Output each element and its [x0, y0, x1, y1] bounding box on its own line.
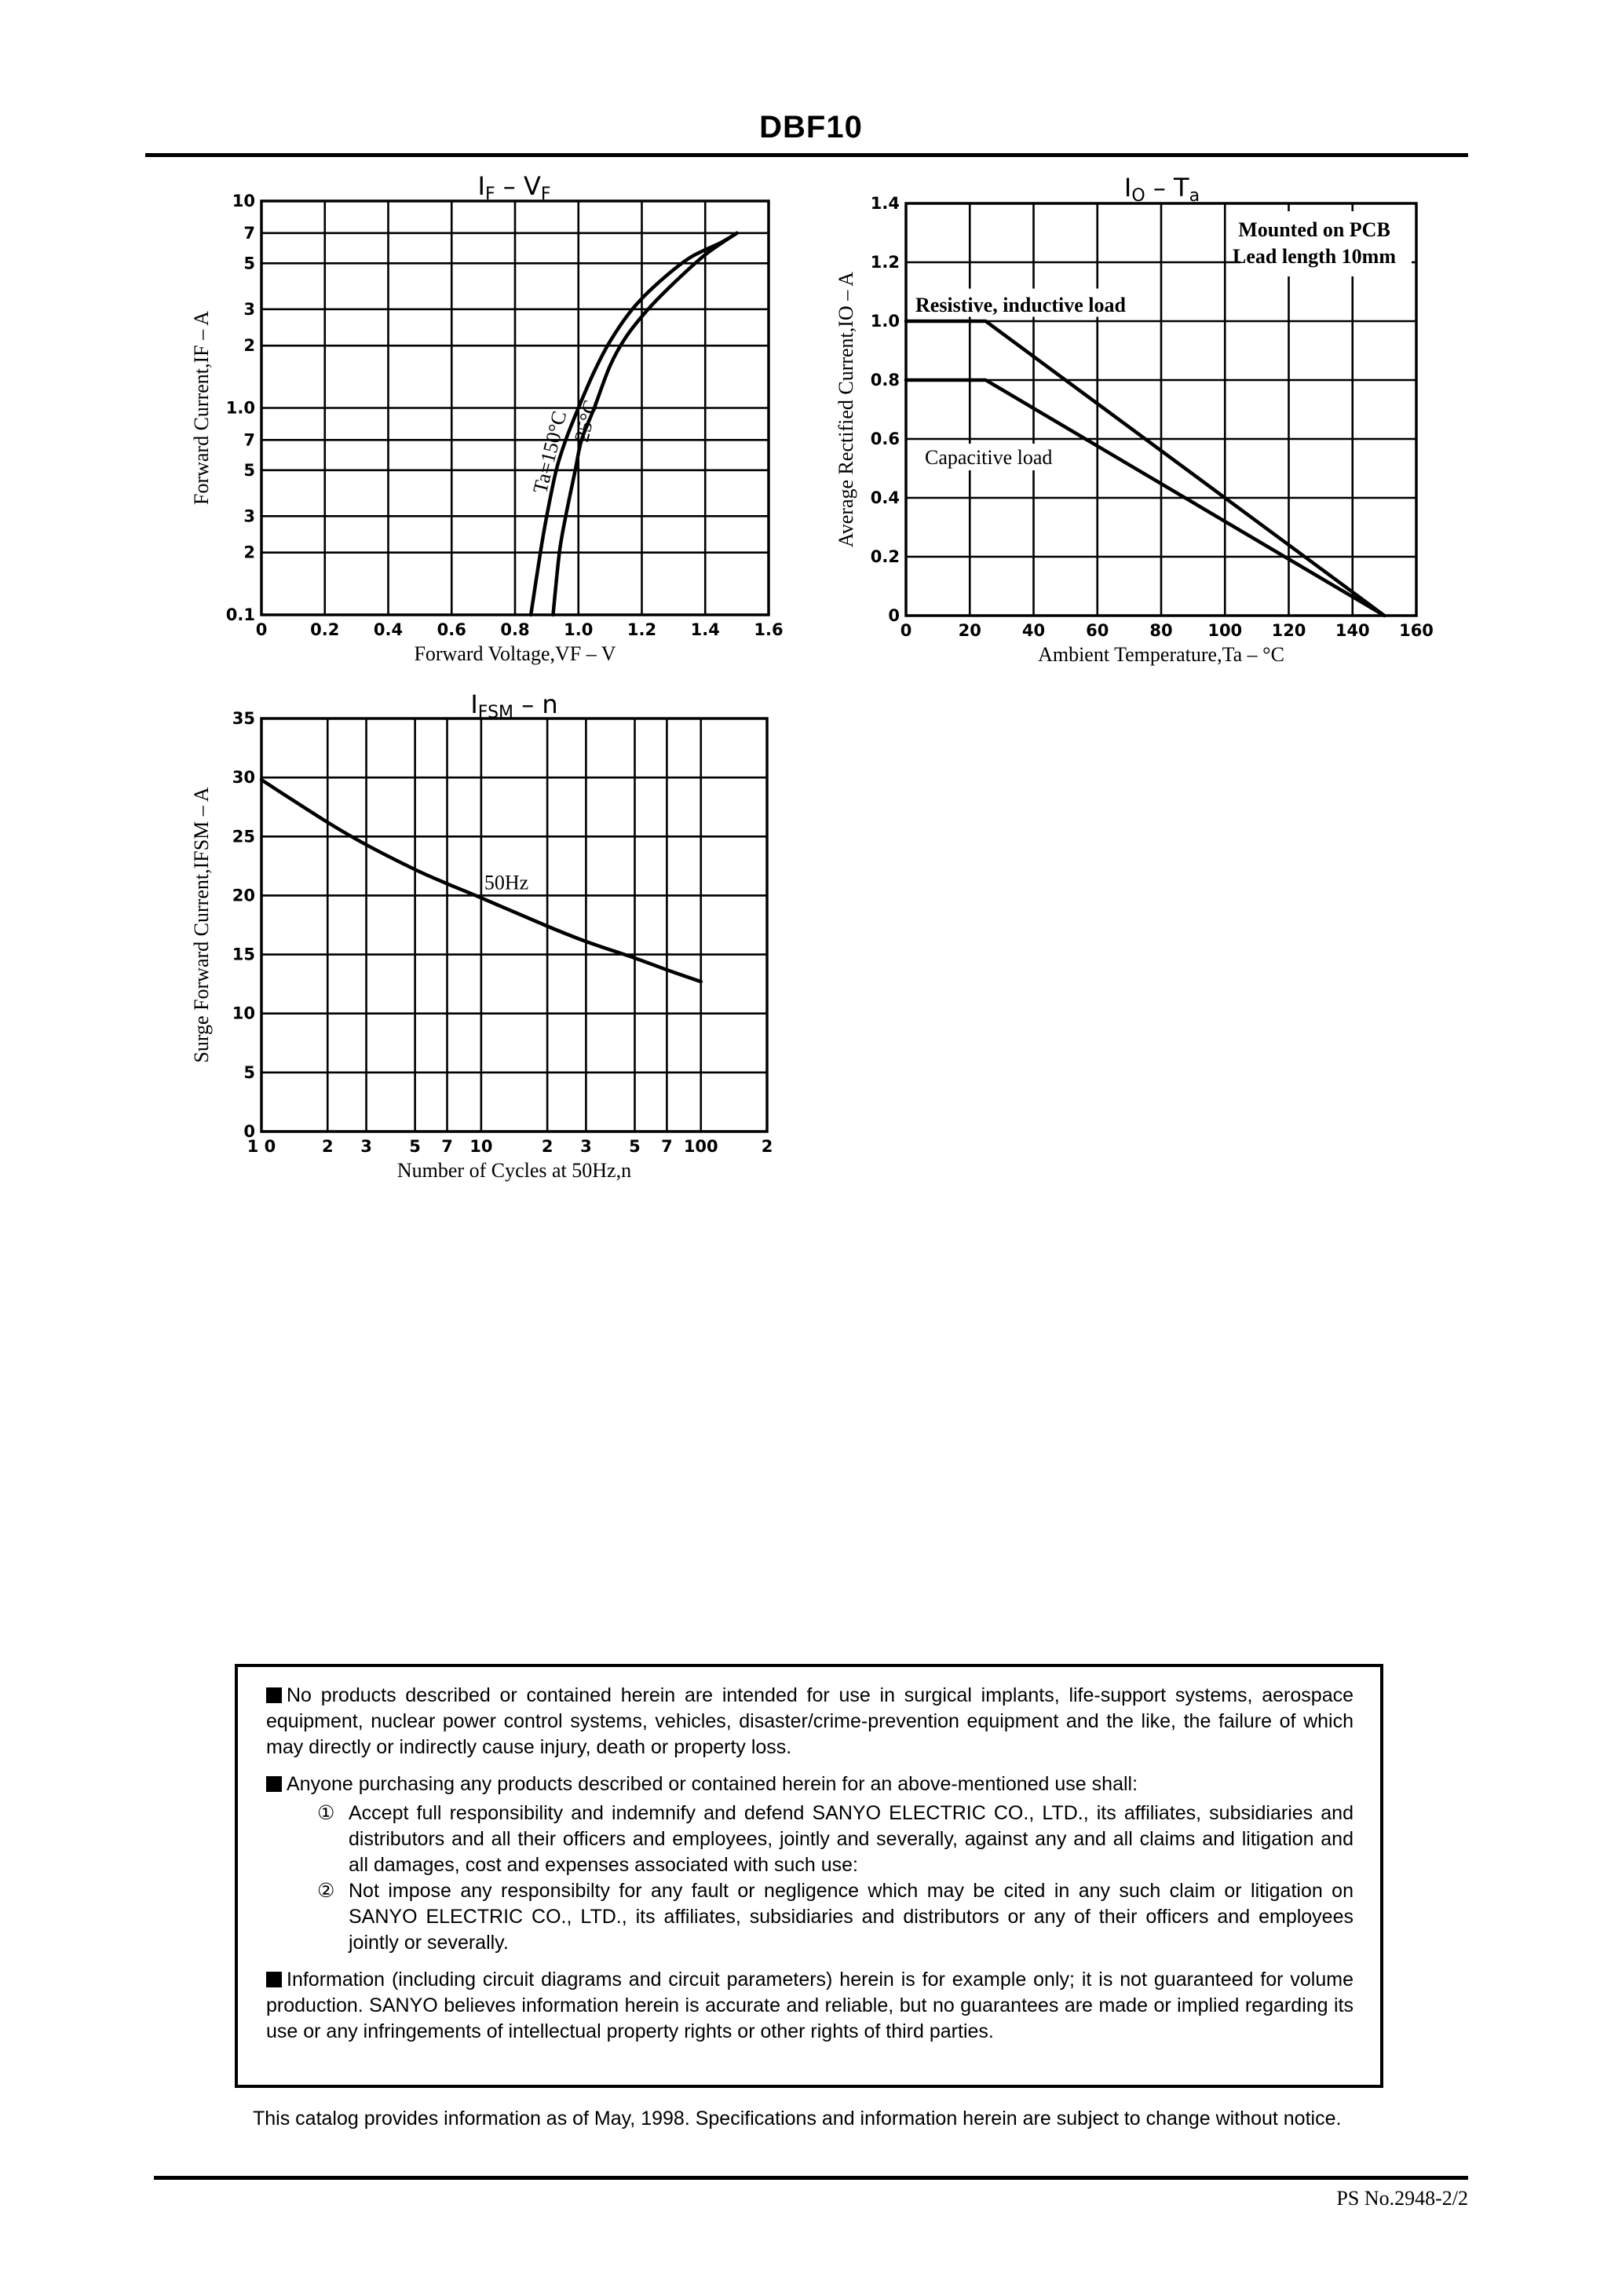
x-tick-label: 2 [541, 1137, 553, 1156]
chart-title-part: F [484, 185, 495, 204]
chart-if-vf [190, 171, 784, 665]
disclaimer-paragraph-3 [266, 1967, 1353, 2045]
x-tick-label: 100 [1207, 621, 1243, 640]
annotation-mounted: Mounted on PCB [1238, 218, 1390, 241]
y-tick-label: 0 [888, 606, 900, 625]
disclaimer-text-3: Information (including circuit diagrams and circuit parameters) herein is for example only; it is not guaranteed for volume production. SANYO believes information herein is accurate and reliable, but no guarantees are made or implied regarding its use or any infringements of intellectual property rights or other rights of third parties. [266, 1969, 1353, 2042]
x-tick-label: 7 [661, 1137, 673, 1156]
y-tick-label: 1.4 [870, 194, 900, 213]
square-bullet-icon [266, 1972, 282, 1987]
x-tick-label: 1.2 [627, 620, 657, 639]
y-tick-label: 0.1 [225, 605, 255, 624]
y-tick-label: 15 [232, 945, 255, 964]
y-tick-label: 20 [232, 886, 255, 905]
chart-title [470, 689, 557, 722]
chart-ifsm-n [190, 689, 773, 1182]
y-tick-label: 25 [232, 827, 255, 846]
disclaimer-item-2 [266, 1878, 1353, 1956]
y-tick-label: 7 [243, 430, 255, 450]
x-tick-label: 0 [255, 620, 268, 639]
footer-rule [154, 2176, 1468, 2180]
x-tick-label: 1.0 [564, 620, 594, 639]
x-tick-label: 60 [1086, 621, 1109, 640]
series-label-50hz: 50Hz [484, 871, 529, 894]
y-tick-label: 0.4 [870, 488, 900, 507]
document-title: DBF10 [759, 110, 863, 144]
y-tick-label: 35 [232, 709, 255, 728]
y-tick-label: 2 [243, 336, 255, 356]
x-tick-label: 160 [1399, 621, 1434, 640]
circled-number-2: ② [317, 1880, 335, 1902]
annotation-lead-length: Lead length 10mm [1233, 245, 1396, 268]
chart-title [478, 171, 551, 204]
chart-title-part: n [542, 689, 558, 719]
x-tick-label: 5 [629, 1137, 641, 1156]
x-tick-label: 20 [958, 621, 981, 640]
x-tick-label: 1 0 [247, 1137, 276, 1156]
disclaimer-text-1: No products described or contained herein are intended for use in surgical implants, life-support systems, aerospace equipment, nuclear power control systems, vehicles, disaster/crime-prevention equipment and the like, the failure of which may directly or indirectly cause injury, death or property loss. [266, 1684, 1353, 1758]
circled-number-1: ① [317, 1802, 335, 1824]
disclaimer-paragraph-2 [266, 1771, 1353, 1797]
y-tick-label: 10 [232, 192, 255, 210]
series-label-25c: 25°C [570, 397, 603, 444]
x-tick-label: 5 [409, 1137, 421, 1156]
y-tick-label: 1.0 [225, 398, 255, 418]
disclaimer-item-1-text: Accept full responsibility and indemnify and defend SANYO ELECTRIC CO., LTD., its affiliates, subsidiaries and distributors and all their officers and employees, jointly and severally, against any and all claims and litigation and all damages, cost and expenses associated with such use: [349, 1802, 1353, 1876]
y-tick-label: 1.0 [870, 312, 900, 331]
x-tick-label: 2 [321, 1137, 334, 1156]
y-tick-label: 0.2 [870, 547, 900, 566]
y-tick-label: 5 [243, 254, 255, 273]
y-axis-label: Forward Current,IF – A [190, 311, 213, 505]
catalog-note: This catalog provides information as of May, 1998. Specifications and information herein are subject to change without notice. [253, 2108, 1342, 2130]
y-tick-label: 5 [243, 1062, 255, 1082]
disclaimer-item-2-text: Not impose any responsibilty for any fault or negligence which may be cited in any such claim or litigation on SANYO ELECTRIC CO., LTD., its affiliates, subsidiaries and distributors or any of their officers and employees jointly or severally. [349, 1880, 1353, 1954]
x-tick-label: 0.2 [310, 620, 340, 639]
y-axis-label: Average Rectified Current,IO – A [835, 271, 857, 548]
chart-title-part: I [1123, 173, 1132, 203]
y-tick-label: 2 [243, 543, 255, 562]
chart-title-part: O [1131, 186, 1145, 206]
disclaimer-box [235, 1664, 1383, 2088]
y-tick-label: 0.8 [870, 371, 900, 389]
x-tick-label: 1.6 [754, 620, 784, 639]
chart-title-part: T [1174, 173, 1189, 203]
chart-title-part: a [1189, 186, 1200, 206]
x-axis-label: Ambient Temperature,Ta – °C [1038, 643, 1284, 666]
y-tick-label: 3 [243, 506, 255, 526]
page-reference: PS No.2948-2/2 [1336, 2187, 1468, 2210]
x-tick-label: 40 [1021, 621, 1046, 640]
chart-title-part: F [540, 185, 551, 204]
square-bullet-icon [266, 1776, 282, 1792]
x-tick-label: 140 [1335, 621, 1370, 640]
disclaimer-paragraph-1 [266, 1683, 1353, 1760]
x-tick-label: 2 [761, 1137, 773, 1156]
x-tick-label: 0.6 [437, 620, 466, 639]
plot-frame [261, 718, 767, 1132]
square-bullet-icon [266, 1687, 282, 1703]
series-label-resistive: Resistive, inductive load [915, 294, 1126, 316]
chart-io-ta [835, 173, 1434, 666]
x-tick-label: 0.8 [500, 620, 530, 639]
x-tick-label: 0.4 [373, 620, 404, 639]
y-tick-label: 7 [243, 223, 255, 243]
chart-title-part: – [495, 171, 524, 201]
y-tick-label: 0.6 [870, 430, 900, 448]
x-tick-label: 80 [1149, 621, 1173, 640]
x-axis-label: Number of Cycles at 50Hz,n [396, 1159, 632, 1182]
chart-title-part: V [523, 171, 541, 201]
y-tick-label: 10 [232, 1004, 255, 1023]
chart-title-part: – [1145, 173, 1174, 203]
x-tick-label: 10 [469, 1137, 493, 1156]
y-tick-label: 5 [243, 460, 255, 480]
chart-title-part: I [470, 689, 478, 719]
y-tick-label: 3 [243, 299, 255, 319]
x-axis-label: Forward Voltage,VF – V [414, 642, 616, 665]
x-tick-label: 100 [683, 1137, 718, 1156]
x-tick-label: 7 [441, 1137, 453, 1156]
chart-title-part: I [477, 171, 485, 201]
y-tick-label: 1.2 [870, 253, 900, 272]
x-tick-label: 1.4 [690, 620, 720, 639]
disclaimer-item-1 [266, 1801, 1353, 1878]
y-axis-label: Surge Forward Current,IFSM – A [190, 787, 213, 1063]
series-label-capacitive: Capacitive load [925, 446, 1053, 469]
x-tick-label: 120 [1271, 621, 1306, 640]
x-tick-label: 3 [360, 1137, 372, 1156]
y-tick-label: 0 [243, 1122, 255, 1141]
disclaimer-text-2: Anyone purchasing any products described or contained herein for an above-mentioned use shall: [287, 1773, 1138, 1795]
chart-title-part: – [513, 689, 542, 719]
y-tick-label: 30 [232, 768, 255, 788]
x-tick-label: 0 [900, 621, 912, 640]
x-tick-label: 3 [580, 1137, 592, 1156]
chart-title-part: FSM [477, 703, 514, 722]
chart-title [1124, 173, 1200, 206]
series-label-150c: Ta=150°C [528, 408, 572, 496]
